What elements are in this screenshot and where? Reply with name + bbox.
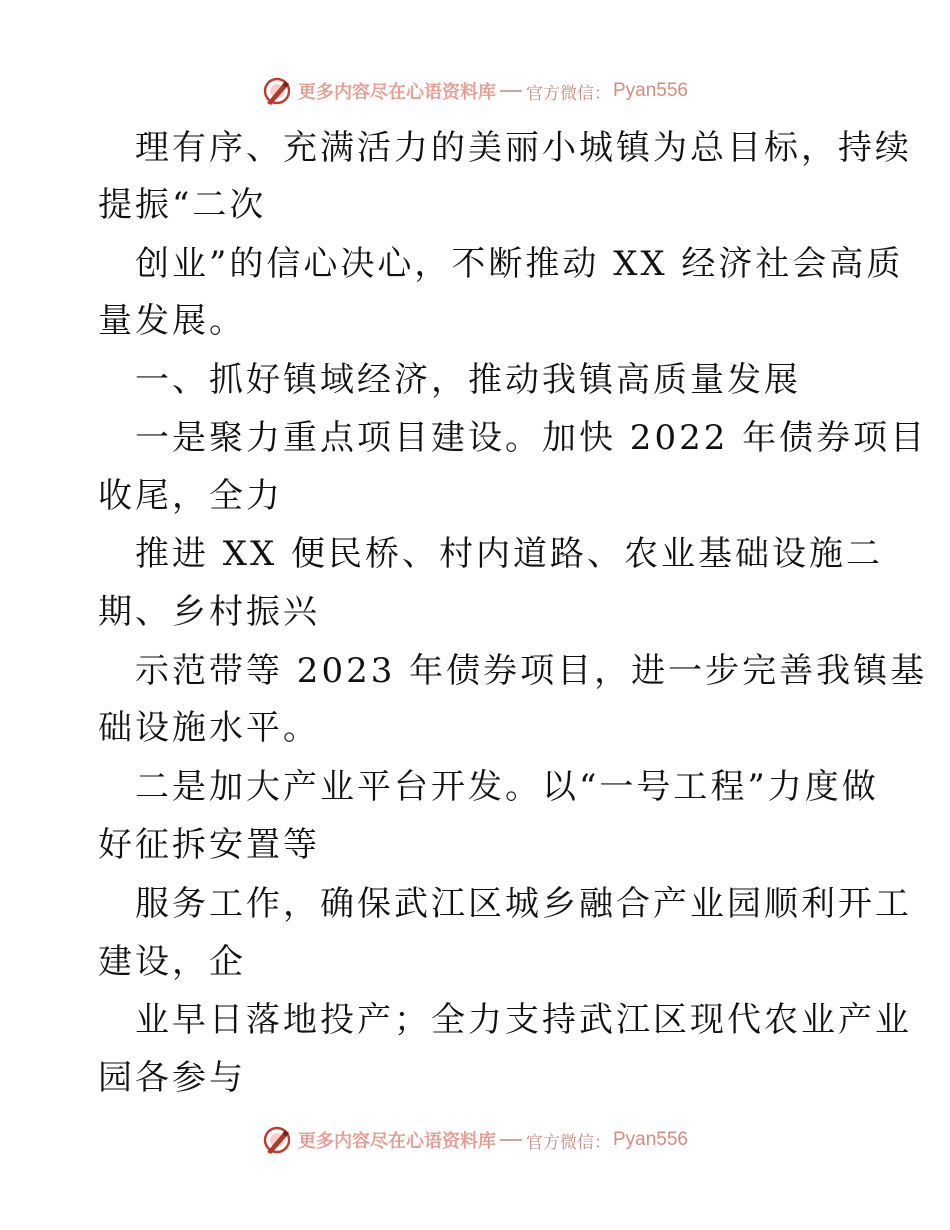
footer-watermark	[0, 1120, 950, 1160]
header-watermark	[0, 71, 950, 111]
header-wechat-id: Pyan556	[612, 80, 688, 101]
body-line: 服务工作，确保武江区城乡融合产业园顺利开工	[135, 884, 912, 924]
body-line: 提振“二次	[98, 185, 267, 225]
body-line: 二是加大产业平台开发。以“一号工程”力度做	[135, 767, 879, 807]
body-line: 推进 XX 便民桥、村内道路、农业基础设施二	[135, 534, 884, 574]
body-line: 园各参与	[98, 1058, 246, 1098]
body-line: 示范带等 2023 年债券项目，进一步完善我镇基	[135, 651, 928, 691]
footer-dash	[500, 1139, 522, 1141]
body-line: 业早日落地投产；全力支持武江区现代农业产业	[135, 1000, 912, 1040]
body-line: 建设，企	[98, 942, 246, 982]
body-line: 一是聚力重点项目建设。加快 2022 年债券项目	[135, 418, 928, 458]
body-line: 收尾，全力	[98, 476, 283, 516]
header-wechat-label: 官方微信：	[525, 83, 611, 104]
body-line: 理有序、充满活力的美丽小城镇为总目标，持续	[135, 128, 912, 168]
body-line: 础设施水平。	[98, 708, 320, 748]
body-line: 创业”的信心决心，不断推动 XX 经济社会高质	[135, 244, 904, 284]
pen-logo-icon	[262, 76, 292, 106]
footer-wechat-label: 官方微信：	[525, 1132, 611, 1153]
body-line: 量发展。	[98, 301, 246, 341]
header-brand: 更多内容尽在心语资料库	[297, 82, 496, 103]
pen-logo-icon	[262, 1125, 292, 1155]
section-heading: 一、抓好镇域经济，推动我镇高质量发展	[135, 360, 801, 400]
footer-brand: 更多内容尽在心语资料库	[297, 1131, 496, 1152]
header-dash	[500, 90, 522, 92]
body-line: 好征拆安置等	[98, 825, 320, 865]
footer-wechat-id: Pyan556	[612, 1129, 688, 1150]
body-line: 期、乡村振兴	[98, 592, 320, 632]
